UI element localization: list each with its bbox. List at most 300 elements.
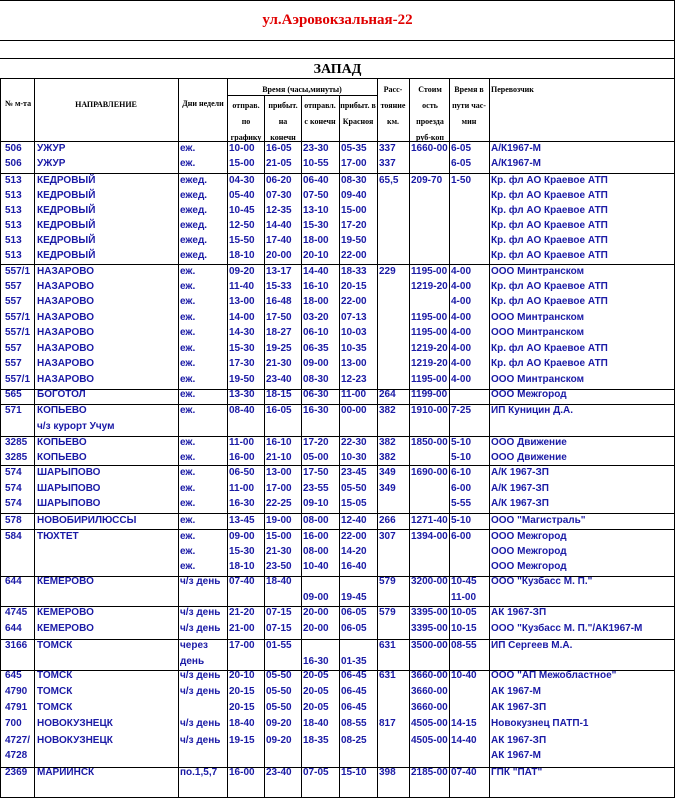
cell-num: 557/1 bbox=[5, 266, 31, 277]
cell-carrier: ИП Сергеев М.А. bbox=[491, 640, 573, 651]
cell-t3: 16-30 bbox=[303, 656, 329, 667]
cell-t3: 16-00 bbox=[303, 531, 329, 542]
cell-dest: НОВОКУЗНЕЦК bbox=[37, 718, 113, 729]
cell-t3: 06-10 bbox=[303, 327, 329, 338]
cell-carrier: Кр. фл АО Краевое АТП bbox=[491, 175, 608, 186]
cell-num: 4728 bbox=[5, 750, 28, 761]
cell-t3: 18-00 bbox=[303, 235, 329, 246]
cell-t4: 17-00 bbox=[341, 158, 367, 169]
cell-days: ежед. bbox=[180, 250, 208, 261]
cell-t2: 13-17 bbox=[266, 266, 292, 277]
cell-num: 4727/ bbox=[5, 735, 31, 746]
cell-t1: 15-30 bbox=[229, 343, 255, 354]
cell-days: еж. bbox=[180, 515, 196, 526]
cell-cost: 1850-00 bbox=[411, 437, 448, 448]
cell-dur: 4-00 bbox=[451, 374, 472, 385]
cell-dest: НАЗАРОВО bbox=[37, 374, 94, 385]
cell-dist: 631 bbox=[379, 670, 396, 681]
header-dep-sched: отправ. по графику bbox=[230, 101, 262, 142]
cell-t3: 07-05 bbox=[303, 767, 329, 778]
cell-t3: 23-55 bbox=[303, 483, 329, 494]
cell-t2: 09-20 bbox=[266, 718, 292, 729]
cell-num: 4745 bbox=[5, 607, 28, 618]
cell-dest: КЕДРОВЫЙ bbox=[37, 250, 96, 261]
cell-num: 557 bbox=[5, 343, 22, 354]
cell-days: еж. bbox=[180, 546, 196, 557]
cell-t2: 15-33 bbox=[266, 281, 292, 292]
cell-days: еж. bbox=[180, 452, 196, 463]
cell-dur: 4-00 bbox=[451, 327, 472, 338]
cell-t4: 11-00 bbox=[341, 389, 367, 400]
cell-dur: 6-00 bbox=[451, 531, 472, 542]
cell-carrier: Кр. фл АО Краевое АТП bbox=[491, 250, 608, 261]
cell-dur: 4-00 bbox=[451, 358, 472, 369]
cell-t1: 10-00 bbox=[229, 143, 255, 154]
cell-dur: 4-00 bbox=[451, 296, 472, 307]
grid-hline bbox=[0, 173, 675, 174]
cell-t4: 22-00 bbox=[341, 250, 367, 261]
cell-dest: КЕДРОВЫЙ bbox=[37, 175, 96, 186]
cell-num: 513 bbox=[5, 190, 22, 201]
cell-days: ч/з день bbox=[180, 670, 221, 681]
cell-dist: 307 bbox=[379, 531, 396, 542]
cell-dest: КОПЬЕВО bbox=[37, 405, 87, 416]
cell-t2: 18-15 bbox=[266, 389, 292, 400]
cell-t2: 17-50 bbox=[266, 312, 292, 323]
cell-carrier: Кр. фл АО Краевое АТП bbox=[491, 296, 608, 307]
cell-t1: 18-10 bbox=[229, 250, 255, 261]
cell-days: еж. bbox=[180, 374, 196, 385]
cell-dest: НАЗАРОВО bbox=[37, 327, 94, 338]
cell-dur: 6-05 bbox=[451, 143, 472, 154]
cell-t2: 16-05 bbox=[266, 143, 292, 154]
cell-t3: 18-40 bbox=[303, 718, 329, 729]
cell-t1: 18-40 bbox=[229, 718, 255, 729]
header-duration: Время в пути час-мин bbox=[452, 85, 486, 126]
cell-t1: 06-50 bbox=[229, 467, 255, 478]
cell-t4: 22-30 bbox=[341, 437, 367, 448]
cell-t3: 09-00 bbox=[303, 358, 329, 369]
cell-t2: 19-25 bbox=[266, 343, 292, 354]
cell-t3: 17-50 bbox=[303, 467, 329, 478]
header-cost: Стоим ость проезда руб-коп bbox=[415, 85, 444, 142]
cell-days: еж. bbox=[180, 437, 196, 448]
cell-carrier: ООО Межгород bbox=[491, 546, 567, 557]
section-title: ЗАПАД bbox=[313, 62, 362, 77]
cell-t1: 14-30 bbox=[229, 327, 255, 338]
cell-num: 557 bbox=[5, 296, 22, 307]
grid-vline bbox=[377, 78, 378, 797]
cell-carrier: ООО Движение bbox=[491, 452, 567, 463]
cell-dest: БОГОТОЛ bbox=[37, 389, 86, 400]
cell-t3: 18-35 bbox=[303, 735, 329, 746]
grid-vline bbox=[449, 78, 450, 797]
cell-t3: 18-00 bbox=[303, 296, 329, 307]
cell-t1: 15-50 bbox=[229, 235, 255, 246]
cell-dest: КЕМЕРОВО bbox=[37, 623, 94, 634]
cell-t1: 18-10 bbox=[229, 561, 255, 572]
header-arr-end: прибыт. на конечн bbox=[268, 101, 298, 142]
cell-cost: 1394-00 bbox=[411, 531, 448, 542]
cell-num: 644 bbox=[5, 576, 22, 587]
cell-dest: УЖУР bbox=[37, 143, 66, 154]
cell-num: 2369 bbox=[5, 767, 28, 778]
cell-cost: 4505-00 bbox=[411, 718, 448, 729]
cell-dest: НАЗАРОВО bbox=[37, 296, 94, 307]
cell-t2: 17-00 bbox=[266, 483, 292, 494]
cell-dest: ТОМСК bbox=[37, 640, 73, 651]
cell-num: 513 bbox=[5, 220, 22, 231]
cell-days: еж. bbox=[180, 483, 196, 494]
cell-cost: 1219-20 bbox=[411, 343, 448, 354]
cell-t2: 21-10 bbox=[266, 452, 292, 463]
cell-carrier: А/К 1967-ЗП bbox=[491, 483, 549, 494]
header-days: Дни недели bbox=[182, 99, 224, 108]
cell-cost: 1195-00 bbox=[411, 312, 448, 323]
cell-t1: 16-00 bbox=[229, 452, 255, 463]
cell-t3: 23-30 bbox=[303, 143, 329, 154]
cell-t1: 15-00 bbox=[229, 158, 255, 169]
cell-cost: 1660-00 bbox=[411, 143, 448, 154]
cell-dur: 11-00 bbox=[451, 592, 477, 603]
cell-days: ч/з день bbox=[180, 718, 221, 729]
cell-dest: КЕДРОВЫЙ bbox=[37, 205, 96, 216]
cell-t1: 13-45 bbox=[229, 515, 255, 526]
grid-hline bbox=[0, 529, 675, 530]
cell-t2: 07-15 bbox=[266, 607, 292, 618]
cell-carrier: АК 1967-М bbox=[491, 686, 542, 697]
cell-days: еж. bbox=[180, 405, 196, 416]
grid-vline bbox=[489, 78, 490, 797]
cell-num: 3166 bbox=[5, 640, 28, 651]
cell-t4: 05-50 bbox=[341, 483, 367, 494]
cell-t2: 05-50 bbox=[266, 686, 292, 697]
cell-t2: 20-00 bbox=[266, 250, 292, 261]
cell-t1: 21-00 bbox=[229, 623, 255, 634]
cell-dest: НАЗАРОВО bbox=[37, 266, 94, 277]
cell-t3: 17-20 bbox=[303, 437, 329, 448]
cell-cost: 209-70 bbox=[411, 175, 443, 186]
cell-t4: 09-40 bbox=[341, 190, 367, 201]
cell-days: еж. bbox=[180, 389, 196, 400]
cell-t1: 19-50 bbox=[229, 374, 255, 385]
grid-hline bbox=[0, 606, 675, 607]
cell-carrier: АК 1967-ЗП bbox=[491, 607, 547, 618]
grid-hline bbox=[227, 95, 377, 96]
cell-t2: 18-40 bbox=[266, 576, 292, 587]
grid-hline bbox=[0, 78, 675, 79]
grid-hline bbox=[0, 40, 675, 41]
cell-t2: 21-05 bbox=[266, 158, 292, 169]
cell-dest: ТЮХТЕТ bbox=[37, 531, 79, 542]
cell-num: 4790 bbox=[5, 686, 28, 697]
cell-t2: 17-40 bbox=[266, 235, 292, 246]
cell-days: ч/з день bbox=[180, 686, 221, 697]
cell-t2: 12-35 bbox=[266, 205, 292, 216]
cell-t3: 20-05 bbox=[303, 686, 329, 697]
cell-t2: 05-50 bbox=[266, 702, 292, 713]
cell-t4: 19-50 bbox=[341, 235, 367, 246]
cell-t4: 10-35 bbox=[341, 343, 367, 354]
cell-t3: 06-35 bbox=[303, 343, 329, 354]
cell-t2: 23-50 bbox=[266, 561, 292, 572]
cell-carrier: ООО "Кузбасс М. П."/АК1967-М bbox=[491, 623, 643, 634]
cell-dest: НОВОБИРИЛЮССЫ bbox=[37, 515, 137, 526]
cell-t1: 20-15 bbox=[229, 686, 255, 697]
grid-hline bbox=[0, 436, 675, 437]
cell-days: еж. bbox=[180, 327, 196, 338]
cell-carrier: Кр. фл АО Краевое АТП bbox=[491, 358, 608, 369]
grid-hline bbox=[0, 404, 675, 405]
cell-dest: КОПЬЕВО bbox=[37, 452, 87, 463]
cell-t1: 11-00 bbox=[229, 483, 255, 494]
cell-days: ежед. bbox=[180, 190, 208, 201]
cell-carrier: ООО "АП Межобластное" bbox=[491, 670, 617, 681]
grid-vline bbox=[409, 78, 410, 797]
cell-t3: 16-10 bbox=[303, 281, 329, 292]
cell-t4: 08-25 bbox=[341, 735, 367, 746]
cell-t1: 16-00 bbox=[229, 767, 255, 778]
cell-num: 578 bbox=[5, 515, 22, 526]
cell-t2: 05-50 bbox=[266, 670, 292, 681]
cell-cost: 3395-00 bbox=[411, 623, 448, 634]
header-dep-end: отправл. с конечн bbox=[304, 101, 336, 126]
cell-t4: 18-33 bbox=[341, 266, 367, 277]
cell-t1: 19-15 bbox=[229, 735, 255, 746]
cell-t3: 15-30 bbox=[303, 220, 329, 231]
cell-t4: 17-20 bbox=[341, 220, 367, 231]
cell-dest: ТОМСК bbox=[37, 686, 73, 697]
cell-days: еж. bbox=[180, 143, 196, 154]
cell-t2: 18-27 bbox=[266, 327, 292, 338]
cell-dur: 4-00 bbox=[451, 343, 472, 354]
grid-hline bbox=[0, 389, 675, 390]
cell-carrier: ГПК "ПАТ" bbox=[491, 767, 543, 778]
cell-days: ежед. bbox=[180, 205, 208, 216]
cell-dur: 1-50 bbox=[451, 175, 472, 186]
cell-t1: 14-00 bbox=[229, 312, 255, 323]
cell-t3: 08-30 bbox=[303, 374, 329, 385]
cell-num: 506 bbox=[5, 158, 22, 169]
cell-t4: 06-45 bbox=[341, 670, 367, 681]
cell-t3: 09-10 bbox=[303, 498, 329, 509]
cell-t3: 08-00 bbox=[303, 546, 329, 557]
cell-dist: 337 bbox=[379, 158, 396, 169]
cell-num: 574 bbox=[5, 483, 22, 494]
cell-t3: 20-10 bbox=[303, 250, 329, 261]
cell-num: 645 bbox=[5, 670, 22, 681]
cell-dist: 398 bbox=[379, 767, 396, 778]
cell-dist: 631 bbox=[379, 640, 396, 651]
cell-t3: 16-30 bbox=[303, 405, 329, 416]
cell-cost: 1910-00 bbox=[411, 405, 448, 416]
cell-dest: КЕДРОВЫЙ bbox=[37, 220, 96, 231]
cell-num: 506 bbox=[5, 143, 22, 154]
cell-num: 513 bbox=[5, 250, 22, 261]
cell-num: 557 bbox=[5, 281, 22, 292]
header-carrier: Перевозчик bbox=[491, 85, 534, 94]
cell-days: еж. bbox=[180, 266, 196, 277]
cell-carrier: ООО Межгород bbox=[491, 389, 567, 400]
cell-cost: 3660-00 bbox=[411, 686, 448, 697]
cell-t3: 20-05 bbox=[303, 670, 329, 681]
cell-days: ежед. bbox=[180, 220, 208, 231]
cell-carrier: Кр. фл АО Краевое АТП bbox=[491, 220, 608, 231]
cell-dur: 4-00 bbox=[451, 266, 472, 277]
grid-vline bbox=[227, 78, 228, 797]
grid-vline bbox=[0, 78, 1, 797]
cell-dest: КЕМЕРОВО bbox=[37, 607, 94, 618]
cell-days: еж. bbox=[180, 312, 196, 323]
cell-t3: 13-10 bbox=[303, 205, 329, 216]
cell-t4: 14-20 bbox=[341, 546, 367, 557]
cell-t4: 19-45 bbox=[341, 592, 367, 603]
cell-t4: 23-45 bbox=[341, 467, 367, 478]
grid-hline bbox=[0, 141, 675, 142]
cell-dist: 266 bbox=[379, 515, 396, 526]
cell-dist: 382 bbox=[379, 452, 396, 463]
cell-num: 557/1 bbox=[5, 374, 31, 385]
cell-dest: ТОМСК bbox=[37, 670, 73, 681]
cell-t1: 11-40 bbox=[229, 281, 255, 292]
cell-carrier: ООО Межгород bbox=[491, 561, 567, 572]
cell-dest: КЕДРОВЫЙ bbox=[37, 235, 96, 246]
grid-hline bbox=[0, 513, 675, 514]
grid-hline bbox=[0, 0, 675, 1]
cell-dist: 817 bbox=[379, 718, 396, 729]
cell-cost: 3660-00 bbox=[411, 670, 448, 681]
cell-t2: 19-00 bbox=[266, 515, 292, 526]
cell-dur: 5-10 bbox=[451, 437, 472, 448]
cell-t2: 23-40 bbox=[266, 374, 292, 385]
cell-days: ч/з день bbox=[180, 623, 221, 634]
cell-num: 574 bbox=[5, 467, 22, 478]
cell-days: еж. bbox=[180, 531, 196, 542]
cell-dest: НОВОКУЗНЕЦК bbox=[37, 735, 113, 746]
cell-t1: 13-00 bbox=[229, 296, 255, 307]
cell-t1: 20-10 bbox=[229, 670, 255, 681]
grid-hline bbox=[0, 264, 675, 265]
cell-days: день bbox=[180, 656, 205, 667]
cell-t4: 20-15 bbox=[341, 281, 367, 292]
cell-t3: 10-40 bbox=[303, 561, 329, 572]
cell-num: 557/1 bbox=[5, 327, 31, 338]
cell-dur: 5-10 bbox=[451, 515, 472, 526]
cell-t2: 01-55 bbox=[266, 640, 292, 651]
cell-cost: 3500-00 bbox=[411, 640, 448, 651]
cell-num: 513 bbox=[5, 205, 22, 216]
cell-dur: 14-40 bbox=[451, 735, 477, 746]
cell-num: 571 bbox=[5, 405, 22, 416]
cell-dur: 5-10 bbox=[451, 452, 472, 463]
cell-carrier: А/К 1967-ЗП bbox=[491, 498, 549, 509]
cell-t4: 06-05 bbox=[341, 607, 367, 618]
cell-t2: 16-10 bbox=[266, 437, 292, 448]
cell-t2: 23-40 bbox=[266, 767, 292, 778]
cell-t1: 10-45 bbox=[229, 205, 255, 216]
cell-dest: ТОМСК bbox=[37, 702, 73, 713]
cell-num: 3285 bbox=[5, 437, 28, 448]
cell-t2: 22-25 bbox=[266, 498, 292, 509]
cell-t2: 21-30 bbox=[266, 546, 292, 557]
cell-dest: ч/з курорт Учум bbox=[37, 421, 115, 432]
cell-dist: 349 bbox=[379, 483, 396, 494]
cell-days: ежед. bbox=[180, 235, 208, 246]
cell-carrier: ООО Движение bbox=[491, 437, 567, 448]
cell-cost: 2185-00 bbox=[411, 767, 448, 778]
cell-t1: 04-30 bbox=[229, 175, 255, 186]
cell-dur: 07-40 bbox=[451, 767, 477, 778]
cell-cost: 3200-00 bbox=[411, 576, 448, 587]
grid-hline bbox=[0, 639, 675, 640]
cell-carrier: А/К1967-М bbox=[491, 158, 542, 169]
cell-days: еж. bbox=[180, 343, 196, 354]
cell-dist: 382 bbox=[379, 437, 396, 448]
cell-t4: 10-30 bbox=[341, 452, 367, 463]
cell-num: 584 bbox=[5, 531, 22, 542]
cell-carrier: ООО Минтранском bbox=[491, 266, 585, 277]
cell-t1: 12-50 bbox=[229, 220, 255, 231]
cell-cost: 4505-00 bbox=[411, 735, 448, 746]
header-distance: Расс- тояние км. bbox=[380, 85, 406, 126]
cell-dur: 6-05 bbox=[451, 158, 472, 169]
cell-days: еж. bbox=[180, 281, 196, 292]
cell-dur: 4-00 bbox=[451, 281, 472, 292]
cell-carrier: ООО Межгород bbox=[491, 531, 567, 542]
cell-num: 513 bbox=[5, 175, 22, 186]
cell-days: еж. bbox=[180, 561, 196, 572]
cell-carrier: Кр. фл АО Краевое АТП bbox=[491, 343, 608, 354]
cell-dur: 4-00 bbox=[451, 312, 472, 323]
header-arr-kras: прибыт. в Красноя bbox=[340, 101, 376, 126]
grid-vline bbox=[339, 95, 340, 797]
cell-t3: 08-00 bbox=[303, 515, 329, 526]
cell-cost: 1199-00 bbox=[411, 389, 448, 400]
cell-days: еж. bbox=[180, 498, 196, 509]
grid-vline bbox=[264, 95, 265, 797]
cell-dur: 6-00 bbox=[451, 483, 472, 494]
cell-t2: 07-30 bbox=[266, 190, 292, 201]
cell-dest: НАЗАРОВО bbox=[37, 312, 94, 323]
cell-dur: 08-55 bbox=[451, 640, 477, 651]
cell-t3: 20-00 bbox=[303, 623, 329, 634]
cell-dur: 10-15 bbox=[451, 623, 477, 634]
cell-t2: 09-20 bbox=[266, 735, 292, 746]
cell-dur: 5-55 bbox=[451, 498, 472, 509]
cell-carrier: ИП Куницин Д.А. bbox=[491, 405, 574, 416]
cell-t4: 16-40 bbox=[341, 561, 367, 572]
cell-dest: КЕДРОВЫЙ bbox=[37, 190, 96, 201]
cell-dist: 382 bbox=[379, 405, 396, 416]
cell-t4: 15-10 bbox=[341, 767, 367, 778]
cell-cost: 1195-00 bbox=[411, 374, 448, 385]
cell-t2: 16-48 bbox=[266, 296, 292, 307]
grid-hline bbox=[0, 670, 675, 671]
cell-t1: 07-40 bbox=[229, 576, 255, 587]
cell-dest: УЖУР bbox=[37, 158, 66, 169]
cell-num: 557/1 bbox=[5, 312, 31, 323]
cell-t4: 15-05 bbox=[341, 498, 367, 509]
cell-dest: МАРИИНСК bbox=[37, 767, 95, 778]
cell-t2: 15-00 bbox=[266, 531, 292, 542]
cell-t4: 05-35 bbox=[341, 143, 367, 154]
cell-t1: 09-00 bbox=[229, 531, 255, 542]
cell-t3: 05-00 bbox=[303, 452, 329, 463]
cell-dest: ШАРЫПОВО bbox=[37, 483, 101, 494]
cell-dest: НАЗАРОВО bbox=[37, 358, 94, 369]
cell-t3: 07-50 bbox=[303, 190, 329, 201]
cell-cost: 1219-20 bbox=[411, 358, 448, 369]
